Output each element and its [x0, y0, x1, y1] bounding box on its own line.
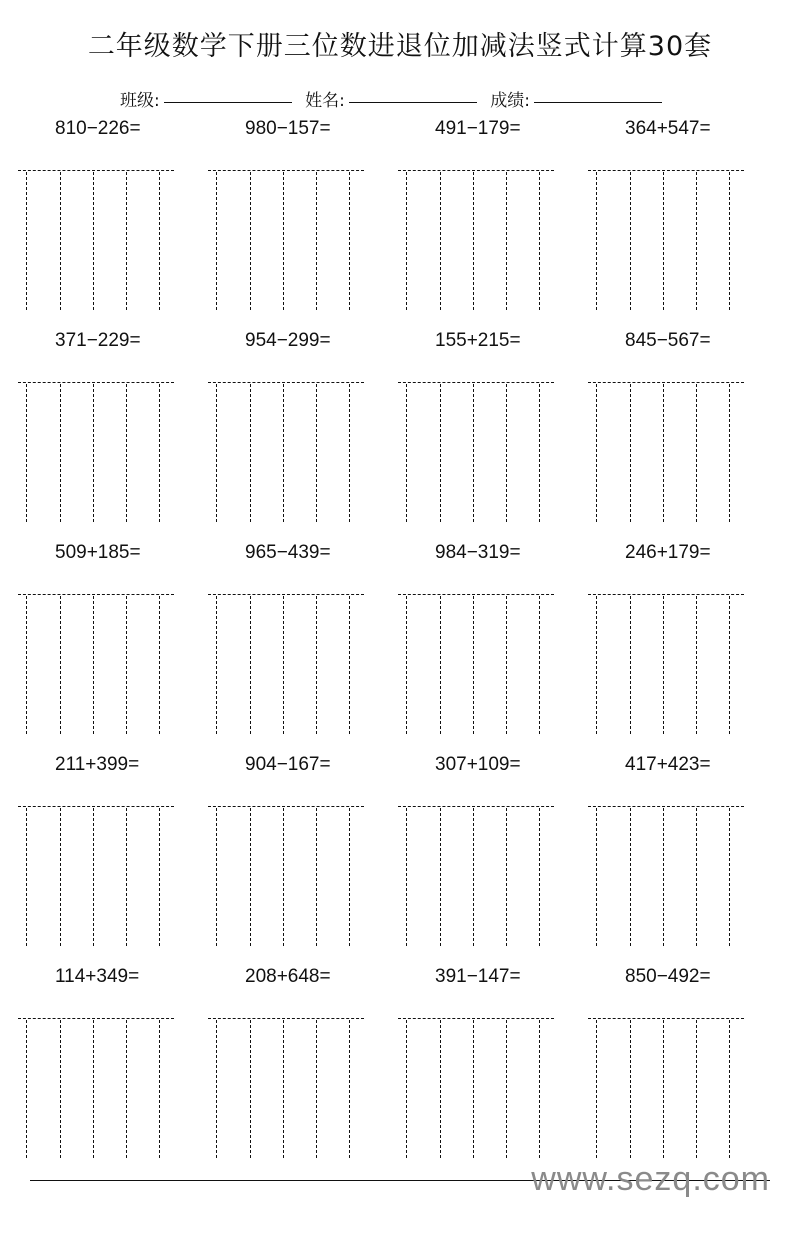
grid-column-line — [250, 172, 251, 310]
grid-column-line — [473, 172, 474, 310]
watermark: www.sezq.com — [531, 1160, 770, 1198]
grid-column-line — [473, 596, 474, 734]
class-label: 班级: — [120, 91, 160, 111]
problem-expression: 208+648= — [245, 966, 331, 987]
grid-top-line — [18, 1018, 174, 1019]
vertical-calc-grid[interactable] — [208, 170, 364, 310]
problem-expression: 965−439= — [245, 542, 331, 563]
problem-expression: 954−299= — [245, 330, 331, 351]
grid-column-line — [406, 808, 407, 946]
name-field — [305, 86, 477, 111]
grid-column-line — [696, 596, 697, 734]
grid-column-line — [506, 172, 507, 310]
grid-column-line — [440, 596, 441, 734]
grid-top-line — [588, 170, 744, 171]
vertical-calc-grid[interactable] — [398, 382, 554, 522]
problem-expression: 114+349= — [55, 966, 140, 987]
problem-expression: 307+109= — [435, 754, 521, 775]
grid-top-line — [588, 382, 744, 383]
grid-column-line — [473, 808, 474, 946]
grid-column-line — [60, 384, 61, 522]
grid-column-line — [126, 1020, 127, 1158]
grid-column-line — [316, 1020, 317, 1158]
vertical-calc-grid[interactable] — [398, 170, 554, 310]
grid-column-line — [539, 384, 540, 522]
grid-column-line — [696, 1020, 697, 1158]
grid-column-line — [440, 808, 441, 946]
grid-column-line — [506, 384, 507, 522]
grid-column-line — [316, 172, 317, 310]
grid-column-line — [159, 172, 160, 310]
vertical-calc-grid[interactable] — [588, 1018, 744, 1158]
grid-column-line — [159, 596, 160, 734]
grid-column-line — [596, 596, 597, 734]
grid-top-line — [208, 594, 364, 595]
grid-top-line — [398, 382, 554, 383]
grid-column-line — [250, 808, 251, 946]
grid-column-line — [283, 172, 284, 310]
grid-top-line — [18, 806, 174, 807]
problem-expression: 509+185= — [55, 542, 141, 563]
grid-top-line — [208, 806, 364, 807]
vertical-calc-grid[interactable] — [208, 594, 364, 734]
vertical-calc-grid[interactable] — [18, 382, 174, 522]
grid-column-line — [696, 808, 697, 946]
grid-column-line — [26, 384, 27, 522]
grid-column-line — [663, 1020, 664, 1158]
vertical-calc-grid[interactable] — [588, 382, 744, 522]
grid-column-line — [729, 596, 730, 734]
grid-column-line — [250, 596, 251, 734]
grid-column-line — [406, 172, 407, 310]
grid-column-line — [596, 172, 597, 310]
grid-column-line — [26, 1020, 27, 1158]
grid-column-line — [93, 384, 94, 522]
class-field — [120, 86, 292, 111]
grid-column-line — [349, 1020, 350, 1158]
grid-column-line — [663, 596, 664, 734]
grid-column-line — [216, 172, 217, 310]
grid-column-line — [663, 808, 664, 946]
grid-column-line — [316, 384, 317, 522]
problem-expression: 211+399= — [55, 754, 140, 775]
score-blank[interactable] — [534, 102, 662, 103]
vertical-calc-grid[interactable] — [208, 382, 364, 522]
grid-column-line — [126, 384, 127, 522]
grid-column-line — [663, 384, 664, 522]
grid-column-line — [93, 172, 94, 310]
grid-column-line — [60, 172, 61, 310]
grid-top-line — [398, 1018, 554, 1019]
grid-column-line — [60, 1020, 61, 1158]
grid-column-line — [506, 1020, 507, 1158]
score-label: 成绩: — [490, 91, 531, 111]
class-blank[interactable] — [164, 102, 292, 103]
grid-column-line — [126, 172, 127, 310]
grid-column-line — [539, 1020, 540, 1158]
grid-column-line — [316, 596, 317, 734]
grid-column-line — [630, 384, 631, 522]
grid-column-line — [26, 172, 27, 310]
grid-column-line — [216, 596, 217, 734]
grid-column-line — [729, 384, 730, 522]
grid-column-line — [250, 1020, 251, 1158]
grid-column-line — [630, 1020, 631, 1158]
grid-column-line — [440, 1020, 441, 1158]
grid-top-line — [588, 1018, 744, 1019]
vertical-calc-grid[interactable] — [398, 806, 554, 946]
grid-column-line — [250, 384, 251, 522]
vertical-calc-grid[interactable] — [18, 594, 174, 734]
grid-column-line — [159, 384, 160, 522]
vertical-calc-grid[interactable] — [398, 1018, 554, 1158]
grid-column-line — [126, 596, 127, 734]
grid-column-line — [159, 808, 160, 946]
grid-column-line — [630, 172, 631, 310]
grid-top-line — [588, 594, 744, 595]
vertical-calc-grid[interactable] — [398, 594, 554, 734]
grid-column-line — [596, 808, 597, 946]
vertical-calc-grid[interactable] — [18, 170, 174, 310]
score-field — [490, 86, 662, 111]
grid-column-line — [93, 596, 94, 734]
grid-column-line — [283, 1020, 284, 1158]
grid-column-line — [283, 808, 284, 946]
grid-column-line — [506, 808, 507, 946]
grid-column-line — [60, 808, 61, 946]
grid-column-line — [26, 808, 27, 946]
vertical-calc-grid[interactable] — [588, 806, 744, 946]
grid-column-line — [406, 596, 407, 734]
grid-column-line — [440, 384, 441, 522]
grid-top-line — [18, 594, 174, 595]
problem-expression: 371−229= — [55, 330, 141, 351]
grid-top-line — [398, 806, 554, 807]
grid-column-line — [596, 384, 597, 522]
grid-column-line — [216, 384, 217, 522]
grid-top-line — [588, 806, 744, 807]
grid-column-line — [406, 1020, 407, 1158]
problem-expression: 984−319= — [435, 542, 521, 563]
problem-expression: 364+547= — [625, 118, 711, 139]
grid-column-line — [406, 384, 407, 522]
grid-column-line — [473, 1020, 474, 1158]
problem-expression: 246+179= — [625, 542, 711, 563]
vertical-calc-grid[interactable] — [208, 806, 364, 946]
grid-column-line — [349, 384, 350, 522]
problem-expression: 417+423= — [625, 754, 711, 775]
grid-top-line — [18, 382, 174, 383]
grid-column-line — [506, 596, 507, 734]
grid-column-line — [696, 172, 697, 310]
grid-column-line — [539, 596, 540, 734]
student-info-line — [120, 86, 670, 111]
problem-expression: 904−167= — [245, 754, 331, 775]
grid-column-line — [159, 1020, 160, 1158]
grid-column-line — [729, 808, 730, 946]
grid-column-line — [283, 384, 284, 522]
problem-expression: 810−226= — [55, 118, 141, 139]
vertical-calc-grid[interactable] — [18, 1018, 174, 1158]
grid-column-line — [729, 1020, 730, 1158]
grid-column-line — [349, 808, 350, 946]
problem-expression: 391−147= — [435, 966, 521, 987]
grid-column-line — [126, 808, 127, 946]
vertical-calc-grid[interactable] — [588, 594, 744, 734]
name-blank[interactable] — [349, 102, 477, 103]
grid-column-line — [93, 808, 94, 946]
page-title: 二年级数学下册三位数进退位加减法竖式计算30套 — [87, 31, 713, 62]
grid-column-line — [596, 1020, 597, 1158]
problem-expression: 155+215= — [435, 330, 521, 351]
problem-expression: 850−492= — [625, 966, 711, 987]
grid-column-line — [349, 172, 350, 310]
grid-column-line — [316, 808, 317, 946]
grid-column-line — [26, 596, 27, 734]
grid-top-line — [398, 594, 554, 595]
problem-expression: 980−157= — [245, 118, 331, 139]
vertical-calc-grid[interactable] — [208, 1018, 364, 1158]
grid-column-line — [630, 596, 631, 734]
vertical-calc-grid[interactable] — [18, 806, 174, 946]
grid-column-line — [663, 172, 664, 310]
problem-expression: 491−179= — [435, 118, 521, 139]
grid-column-line — [473, 384, 474, 522]
grid-column-line — [60, 596, 61, 734]
grid-column-line — [216, 1020, 217, 1158]
vertical-calc-grid[interactable] — [588, 170, 744, 310]
grid-top-line — [398, 170, 554, 171]
grid-column-line — [349, 596, 350, 734]
grid-top-line — [208, 170, 364, 171]
grid-column-line — [283, 596, 284, 734]
grid-column-line — [729, 172, 730, 310]
grid-column-line — [216, 808, 217, 946]
grid-column-line — [93, 1020, 94, 1158]
grid-column-line — [696, 384, 697, 522]
grid-top-line — [208, 382, 364, 383]
name-label: 姓名: — [305, 91, 345, 111]
grid-column-line — [440, 172, 441, 310]
grid-column-line — [630, 808, 631, 946]
grid-column-line — [539, 172, 540, 310]
grid-column-line — [539, 808, 540, 946]
grid-top-line — [208, 1018, 364, 1019]
grid-top-line — [18, 170, 174, 171]
problem-expression: 845−567= — [625, 330, 711, 351]
